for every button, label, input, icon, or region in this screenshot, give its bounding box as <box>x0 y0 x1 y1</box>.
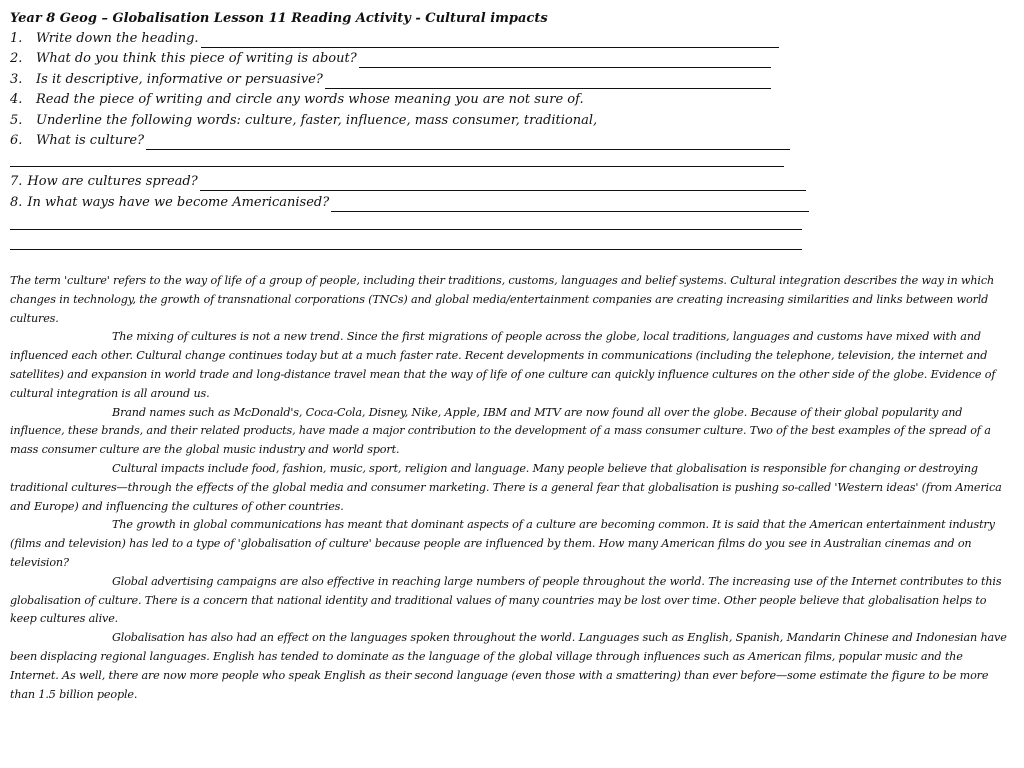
question-number: 4. <box>10 92 23 107</box>
reading-paragraph: The growth in global communications has meant that dominant aspects of a culture are becoming common. It is said that the American entertainment industry (films and television) has led to a type of 'globalisation of culture' because people are influenced by them. How many American films do you see in Australian cinemas and on television? <box>10 518 995 569</box>
question-4 <box>10 91 584 109</box>
question-number: 3. <box>10 72 23 87</box>
question-2 <box>10 50 771 68</box>
reading-paragraph: Globalisation has also had an effect on the languages spoken throughout the world. Languages such as English, Spanish, Mandarin Chinese and Indonesian have been displacing regional languages. English has tended to dominate as the language of the global village through influences such as American films, popular music and the Internet. As well, there are now more people who speak English as their second language (even those with a smattering) than ever before—some estimate the figure to be more than 1.5 billion people. <box>10 631 1007 701</box>
answer-line[interactable] <box>10 249 802 250</box>
question-5 <box>10 112 597 130</box>
question-text: Underline the following words: culture, faster, influence, mass consumer, traditional, <box>36 113 598 128</box>
worksheet-title: Year 8 Geog – Globalisation Lesson 11 Reading Activity - Cultural impacts <box>10 11 548 26</box>
reading-paragraph: Brand names such as McDonald's, Coca-Cola, Disney, Nike, Apple, IBM and MTV are now found all over the globe. Because of their global popularity and influence, these brands, and their related products, have made a major contribution to the development of a mass consumer culture. Two of the best examples of the spread of a mass consumer culture are the global music industry and world sport. <box>10 405 991 457</box>
answer-line[interactable] <box>359 53 771 68</box>
question-number: 7. <box>10 174 23 189</box>
answer-line[interactable] <box>201 33 779 48</box>
reading-paragraph: Global advertising campaigns are also effective in reaching large numbers of people throughout the world. The increasing use of the Internet contributes to this globalisation of culture. There is a concern that national identity and traditional values of many countries may be lost over time. Other people believe that globalisation helps to keep cultures alive. <box>10 574 1002 626</box>
reading-paragraph: Cultural impacts include food, fashion, music, sport, religion and language. Many people believe that globalisation is responsible for changing or destroying traditional cultures—through the effects of the global media and consumer marketing. There is a general fear that globalisation is pushing so-called 'Western ideas' (from America and Europe) and influencing the cultures of other countries. <box>10 461 1002 513</box>
question-text: How are cultures spread? <box>27 174 198 189</box>
question-text: What is culture? <box>36 133 145 148</box>
answer-line[interactable] <box>325 74 771 89</box>
question-text: In what ways have we become Americanised? <box>27 195 330 210</box>
question-text: Is it descriptive, informative or persuasive? <box>36 72 323 87</box>
question-number: 8. <box>10 195 23 210</box>
question-text: Write down the heading. <box>36 31 199 46</box>
question-7 <box>10 173 806 191</box>
answer-line[interactable] <box>146 135 790 150</box>
question-number: 5. <box>10 113 23 128</box>
reading-paragraph: The mixing of cultures is not a new trend. Since the first migrations of people across the globe, local traditions, languages and customs have mixed with and influenced each other. Cultural change continues today but at a much faster rate. Recent developments in communications (including the telephone, television, the internet and satellites) and expansion in world trade and long-distance travel mean that the way of life of one culture can quickly influence cultures on the other side of the globe. Evidence of cultural integration is all around us. <box>10 330 996 400</box>
answer-line[interactable] <box>200 176 806 191</box>
reading-paragraph: The term 'culture' refers to the way of life of a group of people, including their traditions, customs, languages and belief systems. Cultural integration describes the way in which changes in technology, the growth of transnational corporations (TNCs) and global media/entertainment companies are creating increasing similarities and links between world cultures. <box>10 274 995 325</box>
question-number: 1. <box>10 31 23 46</box>
question-text: What do you think this piece of writing is about? <box>36 51 357 66</box>
answer-line[interactable] <box>10 229 802 230</box>
answer-line[interactable] <box>10 166 784 167</box>
reading-passage <box>10 272 1010 704</box>
question-number: 6. <box>10 133 23 148</box>
question-number: 2. <box>10 51 23 66</box>
question-text: Read the piece of writing and circle any words whose meaning you are not sure of. <box>36 92 584 107</box>
question-3 <box>10 71 771 89</box>
question-6 <box>10 132 790 150</box>
question-8 <box>10 194 809 212</box>
question-1 <box>10 30 779 48</box>
answer-line[interactable] <box>331 197 809 212</box>
